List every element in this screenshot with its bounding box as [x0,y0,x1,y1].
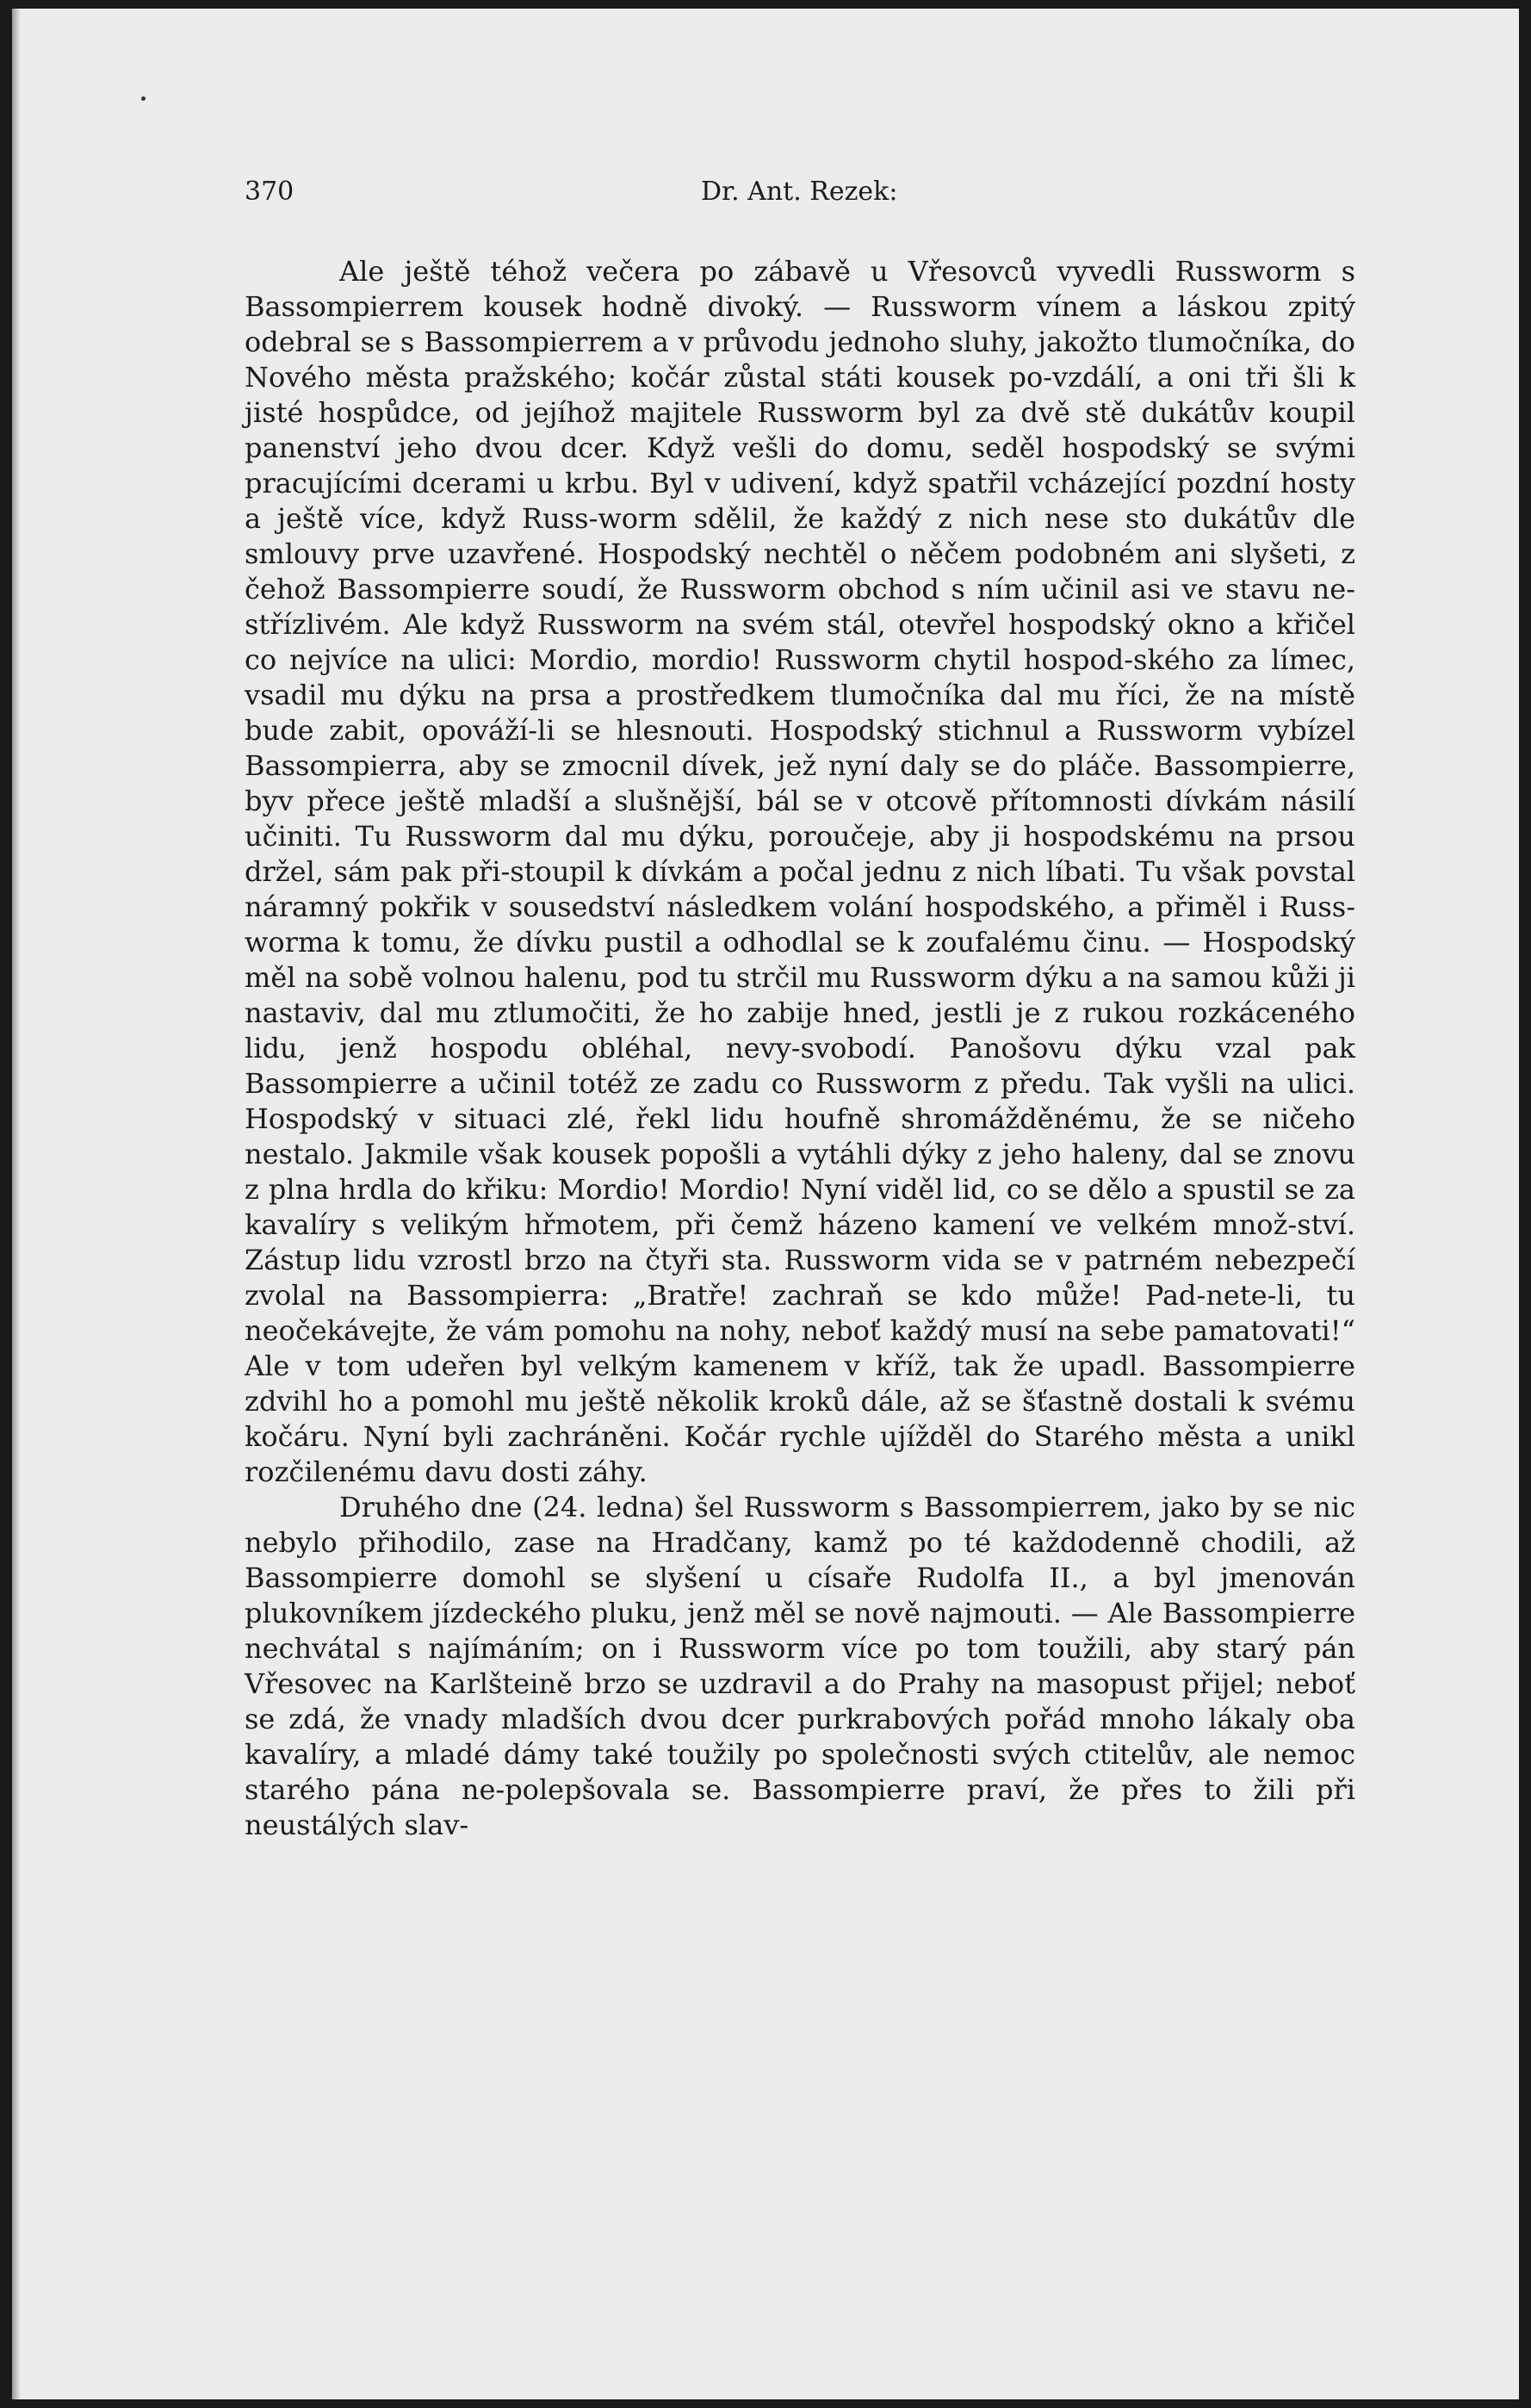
book-page [12,9,1519,2399]
page-number: 370 [245,177,294,207]
running-head-author: Dr. Ant. Rezek: [701,177,898,207]
running-header [245,177,1355,220]
paragraph: Druhého dne (24. ledna) šel Russworm s Bassompierrem, jako by se nic nebylo přihodilo, zase na Hradčany, kamž po té každodenně chodili, až Bassompierre domohl se slyšení u císaře Rudolfa II., a byl jmenován plukovníkem jízdeckého pluku, jenž měl se nově najmouti. — Ale Bassompierre nechvátal s najímáním; on i Russworm více po tom toužili, aby starý pán Vřesovec na Karlšteině brzo se uzdravil a do Prahy na masopust přijel; neboť se zdá, že vnady mladších dvou dcer purkrabových pořád mnoho lákaly oba kavalíry, a mladé dámy také toužily po společnosti svých ctitelův, ale nemoc starého pána ne-polepšovala se. Bassompierre praví, že přes to žili při neustálých slav- [245,1491,1355,1841]
body-text [245,254,1355,1843]
ink-speck [141,96,146,101]
paragraph: Ale ještě téhož večera po zábavě u Vřesovců vyvedli Russworm s Bassompierrem kousek hodně divoký. — Russworm vínem a láskou zpitý odebral se s Bassompierrem a v průvodu jednoho sluhy, jakožto tlumočníka, do Nového města pražského; kočár zůstal státi kousek po-vzdálí, a oni tři šli k jisté hospůdce, od jejíhož majitele Russworm byl za dvě stě dukátův koupil panenství jeho dvou dcer. Když vešli do domu, seděl hospodský se svými pracujícími dcerami u krbu. Byl v udivení, když spatřil vcházející pozdní hosty a ještě více, když Russ-worm sdělil, že každý z nich nese sto dukátův dle smlouvy prve uzavřené. Hospodský nechtěl o něčem podobném ani slyšeti, z čehož Bassompierre soudí, že Russworm obchod s ním učinil asi ve stavu ne-střízlivém. Ale když Russworm na svém stál, otevřel hospodský okno a křičel co nejvíce na ulici: Mordio, mordio! Russworm chytil hospod-ského za límec, vsadil mu dýku na prsa a prostředkem tlumočníka dal mu říci, že na místě bude zabit, opováží-li se hlesnouti. Hospodský stichnul a Russworm vybízel Bassompierra, aby se zmocnil dívek, jež nyní daly se do pláče. Bassompierre, byv přece ještě mladší a slušnější, bál se v otcově přítomnosti dívkám násilí učiniti. Tu Russworm dal mu dýku, poroučeje, aby ji hospodskému na prsou držel, sám pak při-stoupil k dívkám a počal jednu z nich líbati. Tu však povstal náramný pokřik v sousedství následkem volání hospodského, a přiměl i Russ-worma k tomu, že dívku pustil a odhodlal se k zoufalému činu. — Hospodský měl na sobě volnou halenu, pod tu strčil mu Russworm dýku a na samou kůži ji nastaviv, dal mu ztlumočiti, že ho zabije hned, jestli je z rukou rozkáceného lidu, jenž hospodu obléhal, nevy-svobodí. Panošovu dýku vzal pak Bassompierre a učinil totéž ze zadu co Russworm z předu. Tak vyšli na ulici. Hospodský v situaci zlé, řekl lidu houfně shromážděnému, že se ničeho nestalo. Jakmile však kousek popošli a vytáhli dýky z jeho haleny, dal se znovu z plna hrdla do křiku: Mordio! Mordio! Nyní viděl lid, co se dělo a spustil se za kavalíry s velikým hřmotem, při čemž házeno kamení ve velkém množ-ství. Zástup lidu vzrostl brzo na čtyři sta. Russworm vida se v patrném nebezpečí zvolal na Bassompierra: „Bratře! zachraň se kdo může! Pad-nete-li, tu neočekávejte, že vám pomohu na nohy, neboť každý musí na sebe pamatovati!“ Ale v tom udeřen byl velkým kamenem v kříž, tak že upadl. Bassompierre zdvihl ho a pomohl mu ještě několik kroků dále, až se šťastně dostali k svému kočáru. Nyní byli zachráněni. Kočár rychle ujížděl do Starého města a unikl rozčilenému davu dosti záhy. [245,255,1355,1488]
